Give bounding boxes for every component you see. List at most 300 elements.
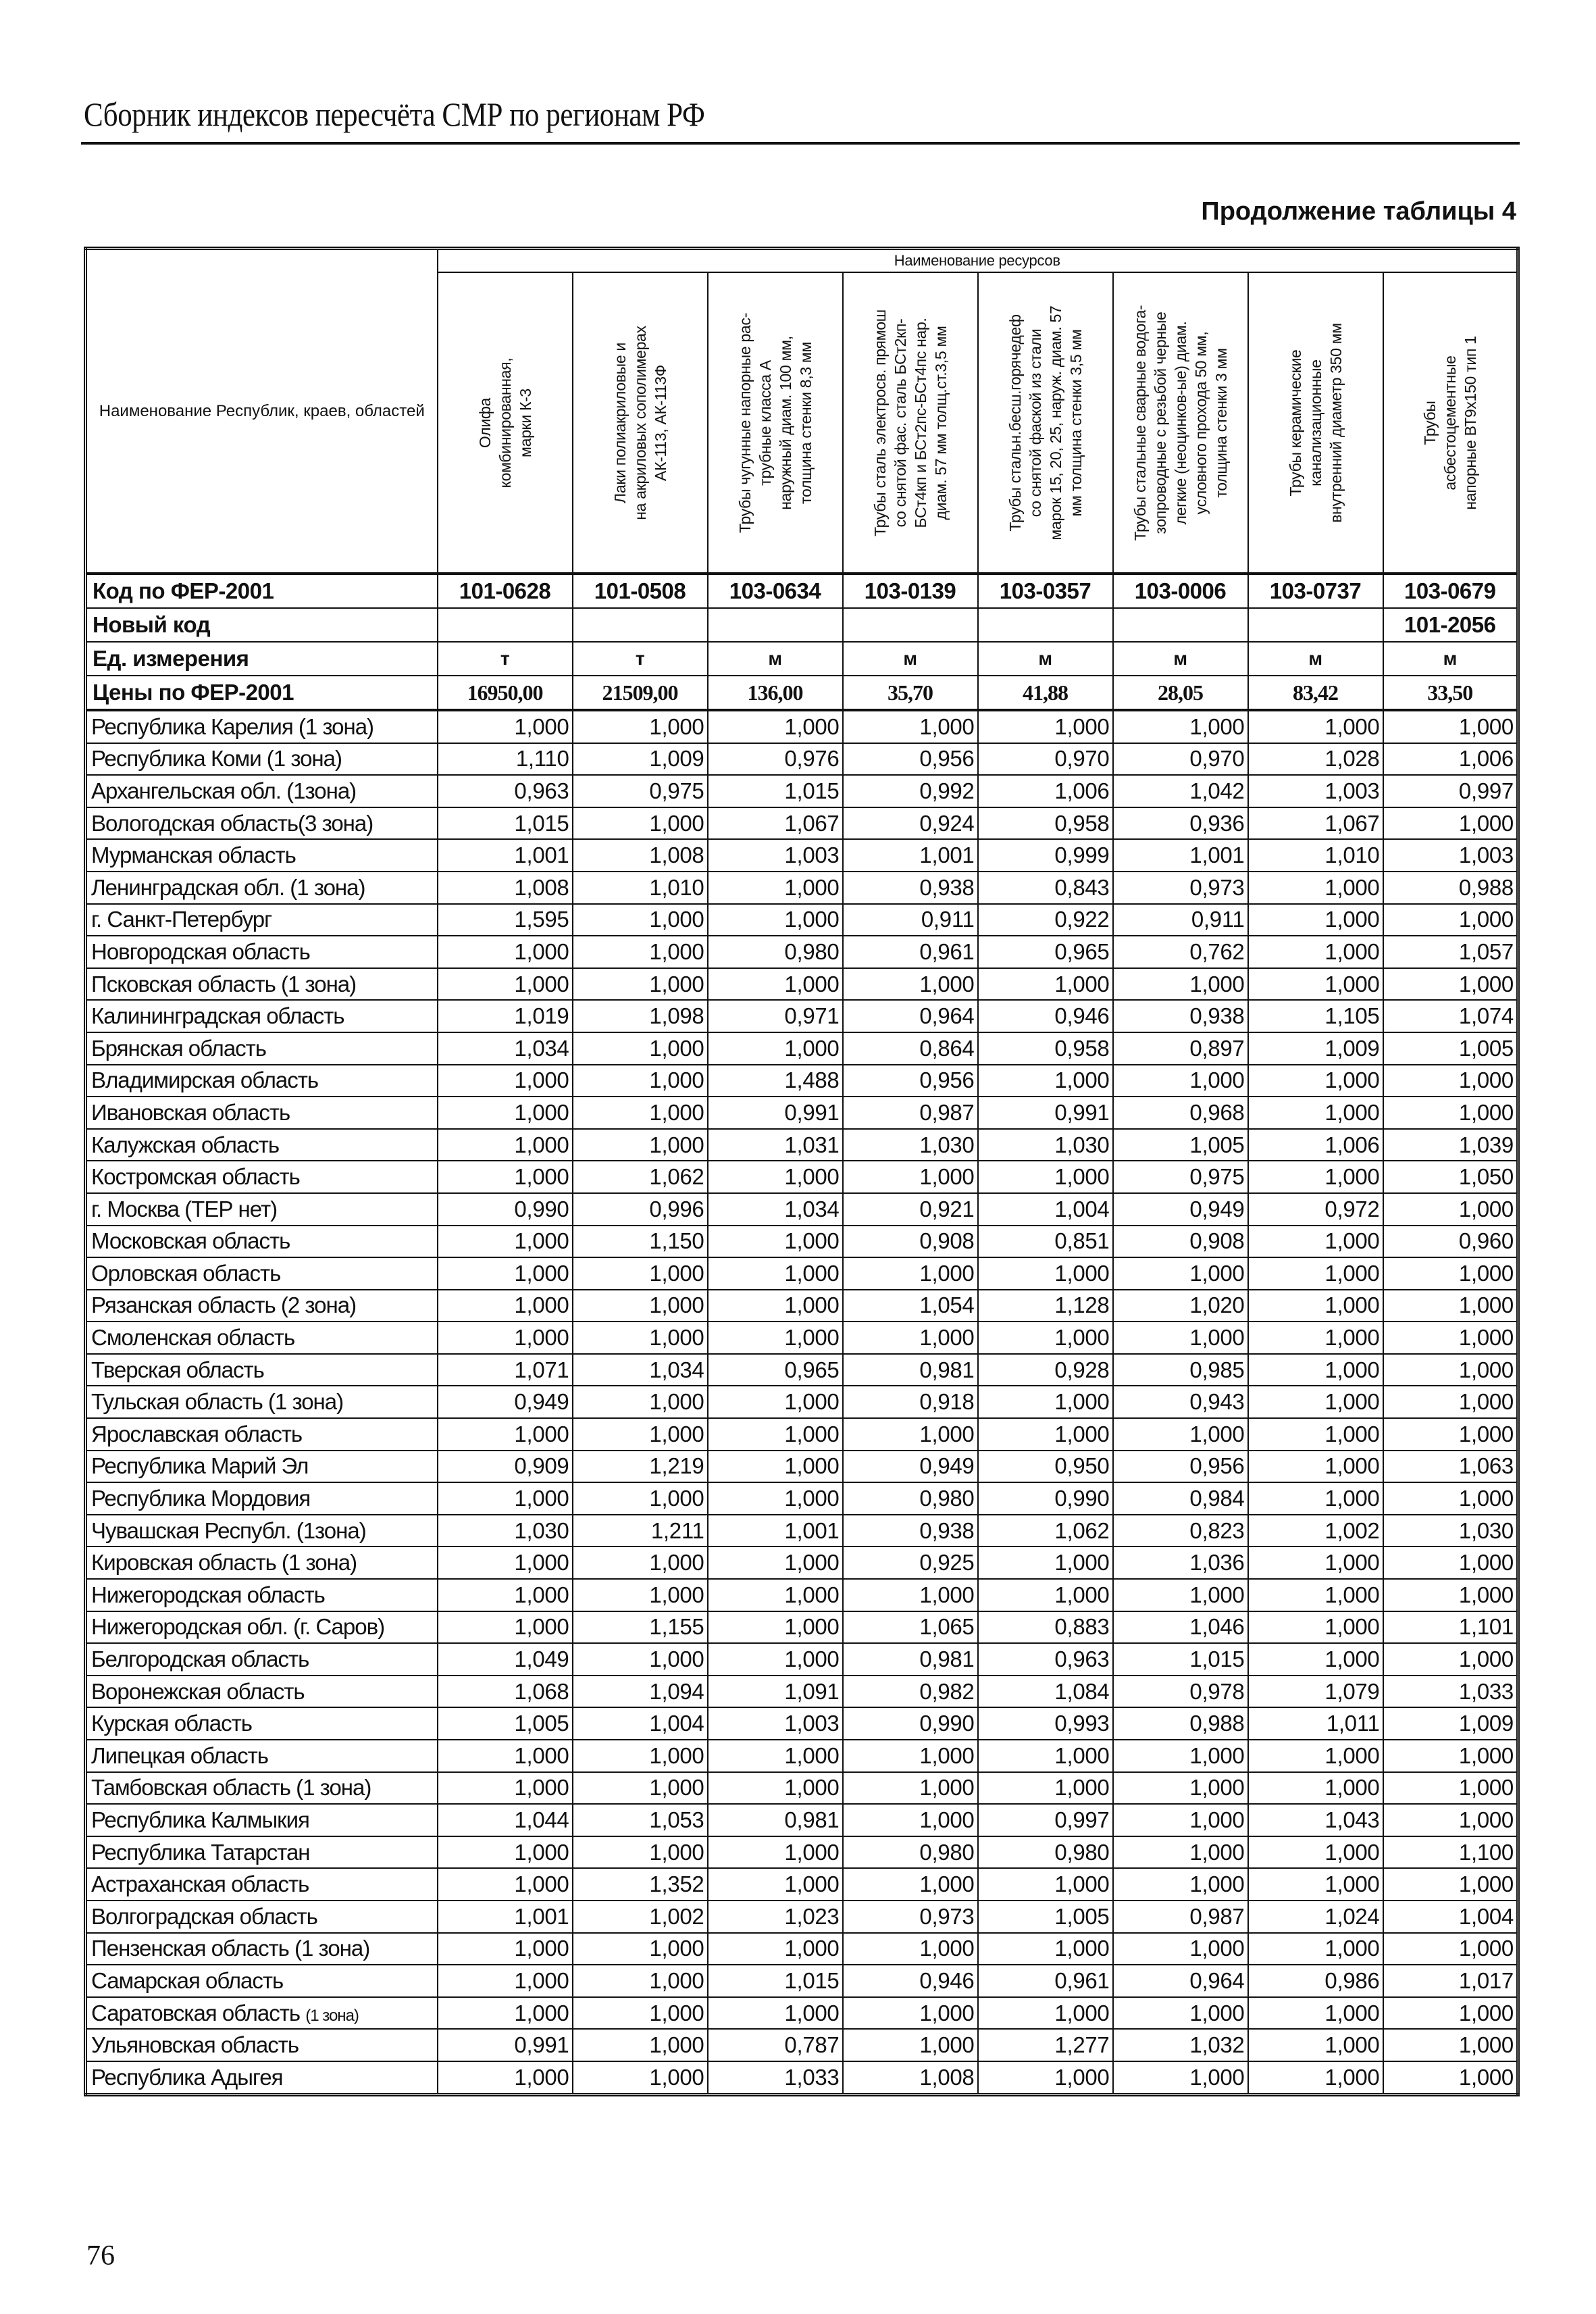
region-name — [86, 1354, 438, 1386]
index-cell: 1,000 — [573, 1418, 708, 1451]
resource-column-header — [708, 272, 843, 574]
index-cell: 1,000 — [708, 904, 843, 936]
index-cell: 1,000 — [438, 1933, 573, 1965]
index-cell: 1,001 — [843, 839, 978, 872]
header-line: внутренний диаметр 350 мм — [1327, 322, 1345, 523]
index-cell: 0,908 — [843, 1226, 978, 1258]
resource-column-header — [1248, 272, 1383, 574]
index-cell: 1,000 — [708, 1290, 843, 1322]
meta-cell: 103-0634 — [708, 574, 843, 608]
index-cell: 0,938 — [1113, 1000, 1248, 1032]
index-cell: 1,000 — [708, 1418, 843, 1451]
region-name — [86, 1643, 438, 1676]
index-cell: 0,971 — [708, 1000, 843, 1032]
index-cell: 1,000 — [573, 968, 708, 1001]
index-cell: 1,000 — [438, 1418, 573, 1451]
region-label: Московская область — [91, 1228, 290, 1254]
index-cell: 1,000 — [1248, 2061, 1383, 2094]
index-cell: 0,950 — [978, 1451, 1113, 1483]
index-cell: 0,978 — [1113, 1676, 1248, 1708]
index-cell: 1,000 — [843, 1418, 978, 1451]
index-cell: 0,988 — [1113, 1707, 1248, 1740]
index-cell: 1,000 — [573, 1386, 708, 1418]
index-cell: 1,000 — [438, 1546, 573, 1579]
meta-cell: 103-0679 — [1383, 574, 1518, 608]
index-cell: 0,980 — [843, 1482, 978, 1515]
region-name — [86, 1322, 438, 1354]
index-cell: 1,000 — [1248, 710, 1383, 743]
index-cell: 1,000 — [708, 1322, 843, 1354]
index-cell: 1,001 — [1113, 839, 1248, 872]
index-cell: 0,909 — [438, 1451, 573, 1483]
meta-cell: 103-0357 — [978, 574, 1113, 608]
index-cell: 1,023 — [708, 1901, 843, 1933]
index-cell: 1,030 — [978, 1129, 1113, 1161]
region-label: Республика Марий Эл — [91, 1453, 309, 1479]
table-row — [86, 1322, 1518, 1354]
index-cell: 1,128 — [978, 1290, 1113, 1322]
index-cell: 1,062 — [573, 1161, 708, 1193]
meta-cell: м — [1383, 642, 1518, 676]
index-cell: 1,009 — [1383, 1707, 1518, 1740]
index-cell: 1,000 — [708, 1032, 843, 1065]
index-cell: 1,000 — [843, 1772, 978, 1805]
index-cell: 0,970 — [1113, 743, 1248, 776]
index-cell: 1,000 — [438, 1322, 573, 1354]
table-row — [86, 1965, 1518, 1997]
region-label: Архангельская обл. (1зона) — [91, 778, 357, 803]
header-line: на акриловых сополимерах — [631, 325, 649, 520]
index-cell: 0,928 — [978, 1354, 1113, 1386]
index-cell: 0,943 — [1113, 1386, 1248, 1418]
meta-cell — [438, 608, 573, 642]
region-name — [86, 1257, 438, 1290]
region-label: Республика Мордовия — [91, 1486, 311, 1511]
index-cell: 0,964 — [843, 1000, 978, 1032]
index-cell: 1,057 — [1383, 936, 1518, 968]
table-row — [86, 1868, 1518, 1901]
meta-cell: м — [978, 642, 1113, 676]
region-label: Астраханская область — [91, 1871, 309, 1897]
meta-cell: 103-0737 — [1248, 574, 1383, 608]
index-cell: 1,030 — [1383, 1515, 1518, 1547]
index-cell: 0,960 — [1383, 1226, 1518, 1258]
region-name — [86, 1740, 438, 1772]
index-cell: 1,000 — [1383, 1065, 1518, 1097]
resource-column-header — [1113, 272, 1248, 574]
index-cell: 1,000 — [573, 904, 708, 936]
resource-column-label — [1285, 278, 1346, 568]
index-cell: 0,938 — [843, 872, 978, 904]
region-label: Волгоградская область — [91, 1903, 317, 1929]
index-cell: 1,000 — [1383, 1579, 1518, 1611]
index-cell: 1,084 — [978, 1676, 1113, 1708]
group-header: Наименование ресурсов — [438, 249, 1518, 273]
index-cell: 1,000 — [1248, 1772, 1383, 1805]
index-cell: 1,000 — [1383, 1322, 1518, 1354]
header-line: комбинированная, — [496, 357, 514, 488]
index-cell: 1,000 — [1383, 1772, 1518, 1805]
index-cell: 1,000 — [1383, 1354, 1518, 1386]
index-cell: 1,000 — [438, 1257, 573, 1290]
resource-column-label — [610, 278, 671, 568]
index-cell: 1,000 — [1113, 1579, 1248, 1611]
region-name — [86, 1482, 438, 1515]
table-row — [86, 839, 1518, 872]
row-label: Код по ФЕР-2001 — [86, 574, 438, 608]
table-row — [86, 1836, 1518, 1869]
index-cell: 1,003 — [708, 839, 843, 872]
index-cell: 1,000 — [978, 1933, 1113, 1965]
index-cell: 1,000 — [1248, 1643, 1383, 1676]
index-cell: 0,921 — [843, 1193, 978, 1226]
region-label: Орловская область — [91, 1260, 281, 1286]
header-line: Олифа — [475, 397, 494, 448]
index-cell: 1,000 — [708, 1772, 843, 1805]
index-cell: 1,067 — [1248, 807, 1383, 840]
index-cell: 1,000 — [438, 936, 573, 968]
index-cell: 1,000 — [1248, 1290, 1383, 1322]
index-cell: 1,033 — [708, 2061, 843, 2094]
region-name — [86, 1901, 438, 1933]
index-cell: 1,001 — [438, 839, 573, 872]
index-cell: 1,000 — [438, 1997, 573, 2030]
table-row — [86, 1257, 1518, 1290]
index-cell: 0,843 — [978, 872, 1113, 904]
index-cell: 1,000 — [978, 1740, 1113, 1772]
region-label: Рязанская область (2 зона) — [91, 1292, 357, 1318]
index-cell: 0,922 — [978, 904, 1113, 936]
index-cell: 1,000 — [708, 1868, 843, 1901]
index-cell: 0,997 — [1383, 775, 1518, 807]
index-cell: 0,946 — [843, 1965, 978, 1997]
table-row — [86, 1546, 1518, 1579]
index-cell: 1,000 — [1383, 1933, 1518, 1965]
region-name — [86, 968, 438, 1001]
region-label: г. Москва (ТЕР нет) — [91, 1196, 278, 1222]
index-cell: 1,000 — [978, 1257, 1113, 1290]
index-cell: 1,033 — [1383, 1676, 1518, 1708]
index-cell: 1,091 — [708, 1676, 843, 1708]
index-cell: 1,000 — [843, 1322, 978, 1354]
index-cell: 1,277 — [978, 2029, 1113, 2061]
region-label: Нижегородская обл. (г. Саров) — [91, 1614, 385, 1640]
header-line: наружный диам. 100 мм, — [776, 335, 794, 510]
index-cell: 1,000 — [438, 1161, 573, 1193]
region-label: Республика Коми (1 зона) — [91, 746, 342, 772]
index-cell: 1,017 — [1383, 1965, 1518, 1997]
index-cell: 1,042 — [1113, 775, 1248, 807]
index-cell: 0,980 — [978, 1836, 1113, 1869]
table-row — [86, 904, 1518, 936]
row-label: Новый код — [86, 608, 438, 642]
index-cell: 1,000 — [573, 710, 708, 743]
index-cell: 1,101 — [1383, 1611, 1518, 1644]
index-cell: 0,991 — [438, 2029, 573, 2061]
index-cell: 0,956 — [843, 743, 978, 776]
index-cell: 1,000 — [438, 1065, 573, 1097]
index-cell: 1,000 — [1113, 1257, 1248, 1290]
index-cell: 0,992 — [843, 775, 978, 807]
index-cell: 1,067 — [708, 807, 843, 840]
index-cell: 1,352 — [573, 1868, 708, 1901]
index-cell: 0,990 — [438, 1193, 573, 1226]
meta-cell: 101-2056 — [1383, 608, 1518, 642]
index-cell: 0,787 — [708, 2029, 843, 2061]
index-cell: 1,065 — [843, 1611, 978, 1644]
table-row — [86, 1032, 1518, 1065]
index-cell: 1,000 — [1113, 1933, 1248, 1965]
index-cell: 1,000 — [978, 2061, 1113, 2094]
index-cell: 0,981 — [843, 1643, 978, 1676]
header-line: толщина стенки 8,3 мм — [796, 341, 815, 504]
header-line: БСт4кп и БСт2пс-БСт4пс нар. — [911, 318, 929, 528]
meta-cell: 136,00 — [708, 676, 843, 710]
index-cell: 1,000 — [573, 2029, 708, 2061]
index-cell: 1,028 — [1248, 743, 1383, 776]
region-name — [86, 1386, 438, 1418]
meta-cell: 41,88 — [978, 676, 1113, 710]
region-label: Кировская область (1 зона) — [91, 1550, 357, 1576]
index-cell: 1,000 — [573, 1643, 708, 1676]
index-cell: 1,000 — [1383, 1804, 1518, 1836]
index-cell: 0,964 — [1113, 1965, 1248, 1997]
region-label: Нижегородская область — [91, 1582, 325, 1607]
index-cell: 1,000 — [573, 1322, 708, 1354]
region-label: Воронежская область — [91, 1678, 305, 1704]
index-cell: 1,000 — [1113, 1322, 1248, 1354]
index-cell: 1,000 — [1248, 1097, 1383, 1129]
index-cell: 1,000 — [1383, 1290, 1518, 1322]
page-number: 76 — [86, 2240, 115, 2271]
index-cell: 1,000 — [708, 968, 843, 1001]
index-cell: 1,000 — [843, 1579, 978, 1611]
index-cell: 1,000 — [978, 1065, 1113, 1097]
index-cell: 1,000 — [843, 1997, 978, 2030]
region-label: Ленинградская обл. (1 зона) — [91, 874, 365, 900]
row-label: Цены по ФЕР-2001 — [86, 676, 438, 710]
resource-column-label — [475, 278, 536, 568]
region-label: Республика Адыгея — [91, 2064, 283, 2090]
index-cell: 1,000 — [843, 1161, 978, 1193]
header-line: Трубы стальные сварные водога- — [1131, 305, 1149, 540]
index-cell: 1,034 — [708, 1193, 843, 1226]
region-label: Мурманская область — [91, 842, 296, 868]
index-cell: 1,000 — [708, 1579, 843, 1611]
region-label: Липецкая область — [91, 1742, 268, 1768]
index-cell: 0,980 — [708, 936, 843, 968]
index-cell: 1,030 — [843, 1129, 978, 1161]
region-name — [86, 2029, 438, 2061]
region-label: Калининградская область — [91, 1003, 344, 1029]
index-cell: 1,000 — [708, 710, 843, 743]
header-line: мм толщина стенки 3,5 мм — [1066, 329, 1085, 517]
index-cell: 1,008 — [438, 872, 573, 904]
header-line: зопроводные с резьбой черные — [1151, 311, 1169, 534]
index-cell: 1,000 — [1383, 710, 1518, 743]
region-name — [86, 1451, 438, 1483]
index-cell: 1,036 — [1113, 1546, 1248, 1579]
region-label: Ивановская область — [91, 1099, 290, 1125]
header-rule — [81, 142, 1520, 145]
index-cell: 0,986 — [1248, 1965, 1383, 1997]
table-row — [86, 968, 1518, 1001]
region-name — [86, 1707, 438, 1740]
index-cell: 1,000 — [573, 1257, 708, 1290]
table-row — [86, 807, 1518, 840]
index-cell: 1,000 — [438, 1836, 573, 1869]
region-name — [86, 710, 438, 743]
index-cell: 1,046 — [1113, 1611, 1248, 1644]
region-name — [86, 1226, 438, 1258]
index-cell: 1,595 — [438, 904, 573, 936]
region-name — [86, 1129, 438, 1161]
index-cell: 1,000 — [573, 1772, 708, 1805]
region-name — [86, 2061, 438, 2094]
index-cell: 0,946 — [978, 1000, 1113, 1032]
corner-header: Наименование Республик, краев, областей — [86, 249, 438, 574]
index-cell: 0,981 — [843, 1354, 978, 1386]
index-cell: 1,000 — [1383, 1868, 1518, 1901]
header-line: асбестоцементные — [1441, 355, 1459, 491]
meta-cell — [573, 608, 708, 642]
region-name — [86, 1546, 438, 1579]
index-cell: 0,961 — [978, 1965, 1113, 1997]
index-cell: 1,000 — [708, 1226, 843, 1258]
region-label: г. Санкт-Петербург — [91, 907, 272, 932]
region-label: Тульская область (1 зона) — [91, 1389, 344, 1415]
index-cell: 1,000 — [438, 1097, 573, 1129]
meta-cell: м — [1248, 642, 1383, 676]
index-cell: 1,006 — [978, 775, 1113, 807]
table-row — [86, 1740, 1518, 1772]
index-cell: 1,000 — [573, 1933, 708, 1965]
index-cell: 1,008 — [843, 2061, 978, 2094]
index-cell: 0,918 — [843, 1386, 978, 1418]
index-cell: 1,000 — [1248, 904, 1383, 936]
index-cell: 1,003 — [708, 1707, 843, 1740]
table-row — [86, 1804, 1518, 1836]
index-cell: 1,000 — [438, 1226, 573, 1258]
region-label: Курская область — [91, 1711, 252, 1736]
header-line: Трубы стальн.бесш.горячедеф — [1006, 313, 1024, 532]
index-cell: 1,000 — [1383, 2061, 1518, 2094]
index-cell: 1,000 — [1248, 1386, 1383, 1418]
index-cell: 0,987 — [843, 1097, 978, 1129]
resource-column-header — [438, 272, 573, 574]
index-cell: 1,000 — [1248, 1611, 1383, 1644]
region-label: Тверская область — [91, 1357, 264, 1382]
index-cell: 1,000 — [978, 1579, 1113, 1611]
region-name — [86, 1611, 438, 1644]
index-cell: 1,000 — [1383, 1997, 1518, 2030]
index-cell: 1,000 — [1113, 1418, 1248, 1451]
index-cell: 0,949 — [438, 1386, 573, 1418]
index-cell: 1,015 — [708, 1965, 843, 1997]
region-name — [86, 1000, 438, 1032]
meta-cell: 103-0139 — [843, 574, 978, 608]
table-row — [86, 1997, 1518, 2030]
index-cell: 0,965 — [708, 1354, 843, 1386]
index-cell: 1,079 — [1248, 1676, 1383, 1708]
index-cell: 1,000 — [1248, 1322, 1383, 1354]
region-label: Республика Татарстан — [91, 1839, 310, 1865]
index-cell: 0,938 — [843, 1515, 978, 1547]
index-cell: 1,000 — [708, 1997, 843, 2030]
index-cell: 0,970 — [978, 743, 1113, 776]
table-row — [86, 1707, 1518, 1740]
index-cell: 1,062 — [978, 1515, 1113, 1547]
region-name — [86, 1290, 438, 1322]
index-cell: 0,997 — [978, 1804, 1113, 1836]
table-row — [86, 1129, 1518, 1161]
header-line: толщина стенки 3 мм — [1212, 347, 1230, 498]
index-cell: 1,000 — [708, 1933, 843, 1965]
index-cell: 0,958 — [978, 1032, 1113, 1065]
region-label: Псковская область (1 зона) — [91, 971, 357, 997]
index-cell: 1,000 — [1248, 2029, 1383, 2061]
index-cell: 1,006 — [1248, 1129, 1383, 1161]
index-cell: 0,999 — [978, 839, 1113, 872]
index-cell: 1,000 — [1383, 2029, 1518, 2061]
index-cell: 1,000 — [1383, 1386, 1518, 1418]
table-row — [86, 1000, 1518, 1032]
index-cell: 1,000 — [438, 710, 573, 743]
index-cell: 1,000 — [573, 1546, 708, 1579]
meta-cell: т — [573, 642, 708, 676]
table-row — [86, 1354, 1518, 1386]
index-cell: 0,968 — [1113, 1097, 1248, 1129]
index-cell: 0,980 — [843, 1836, 978, 1869]
meta-cell: м — [708, 642, 843, 676]
index-cell: 1,039 — [1383, 1129, 1518, 1161]
index-cell: 1,000 — [1248, 936, 1383, 968]
table-row — [86, 2061, 1518, 2094]
region-label: Смоленская область — [91, 1325, 295, 1351]
index-cell: 1,010 — [573, 872, 708, 904]
region-name — [86, 1097, 438, 1129]
region-label: Белгородская область — [91, 1646, 309, 1672]
table-row — [86, 1676, 1518, 1708]
region-label: Ульяновская область — [91, 2032, 299, 2058]
index-cell: 1,004 — [573, 1707, 708, 1740]
region-label: Калужская область — [91, 1132, 280, 1157]
index-cell: 1,019 — [438, 1000, 573, 1032]
index-cell: 1,094 — [573, 1676, 708, 1708]
index-cell: 1,000 — [1113, 1836, 1248, 1869]
resource-column-header — [573, 272, 708, 574]
index-cell: 1,015 — [438, 807, 573, 840]
table-row — [86, 1065, 1518, 1097]
index-cell: 0,975 — [573, 775, 708, 807]
region-label: Саратовская область — [91, 2000, 301, 2026]
resource-column-label — [870, 278, 951, 568]
index-cell: 1,000 — [1248, 1226, 1383, 1258]
index-cell: 1,000 — [708, 1546, 843, 1579]
index-cell: 1,000 — [573, 936, 708, 968]
resource-column-label — [735, 278, 816, 568]
header-line: Трубы керамические — [1286, 349, 1304, 497]
region-label: Республика Карелия (1 зона) — [91, 713, 374, 739]
index-cell: 1,000 — [438, 1579, 573, 1611]
table-row — [86, 1933, 1518, 1965]
index-cell: 1,001 — [708, 1515, 843, 1547]
index-cell: 1,211 — [573, 1515, 708, 1547]
index-cell: 1,000 — [573, 2061, 708, 2094]
resource-column-header — [843, 272, 978, 574]
table-row — [86, 1226, 1518, 1258]
index-cell: 1,000 — [708, 1836, 843, 1869]
